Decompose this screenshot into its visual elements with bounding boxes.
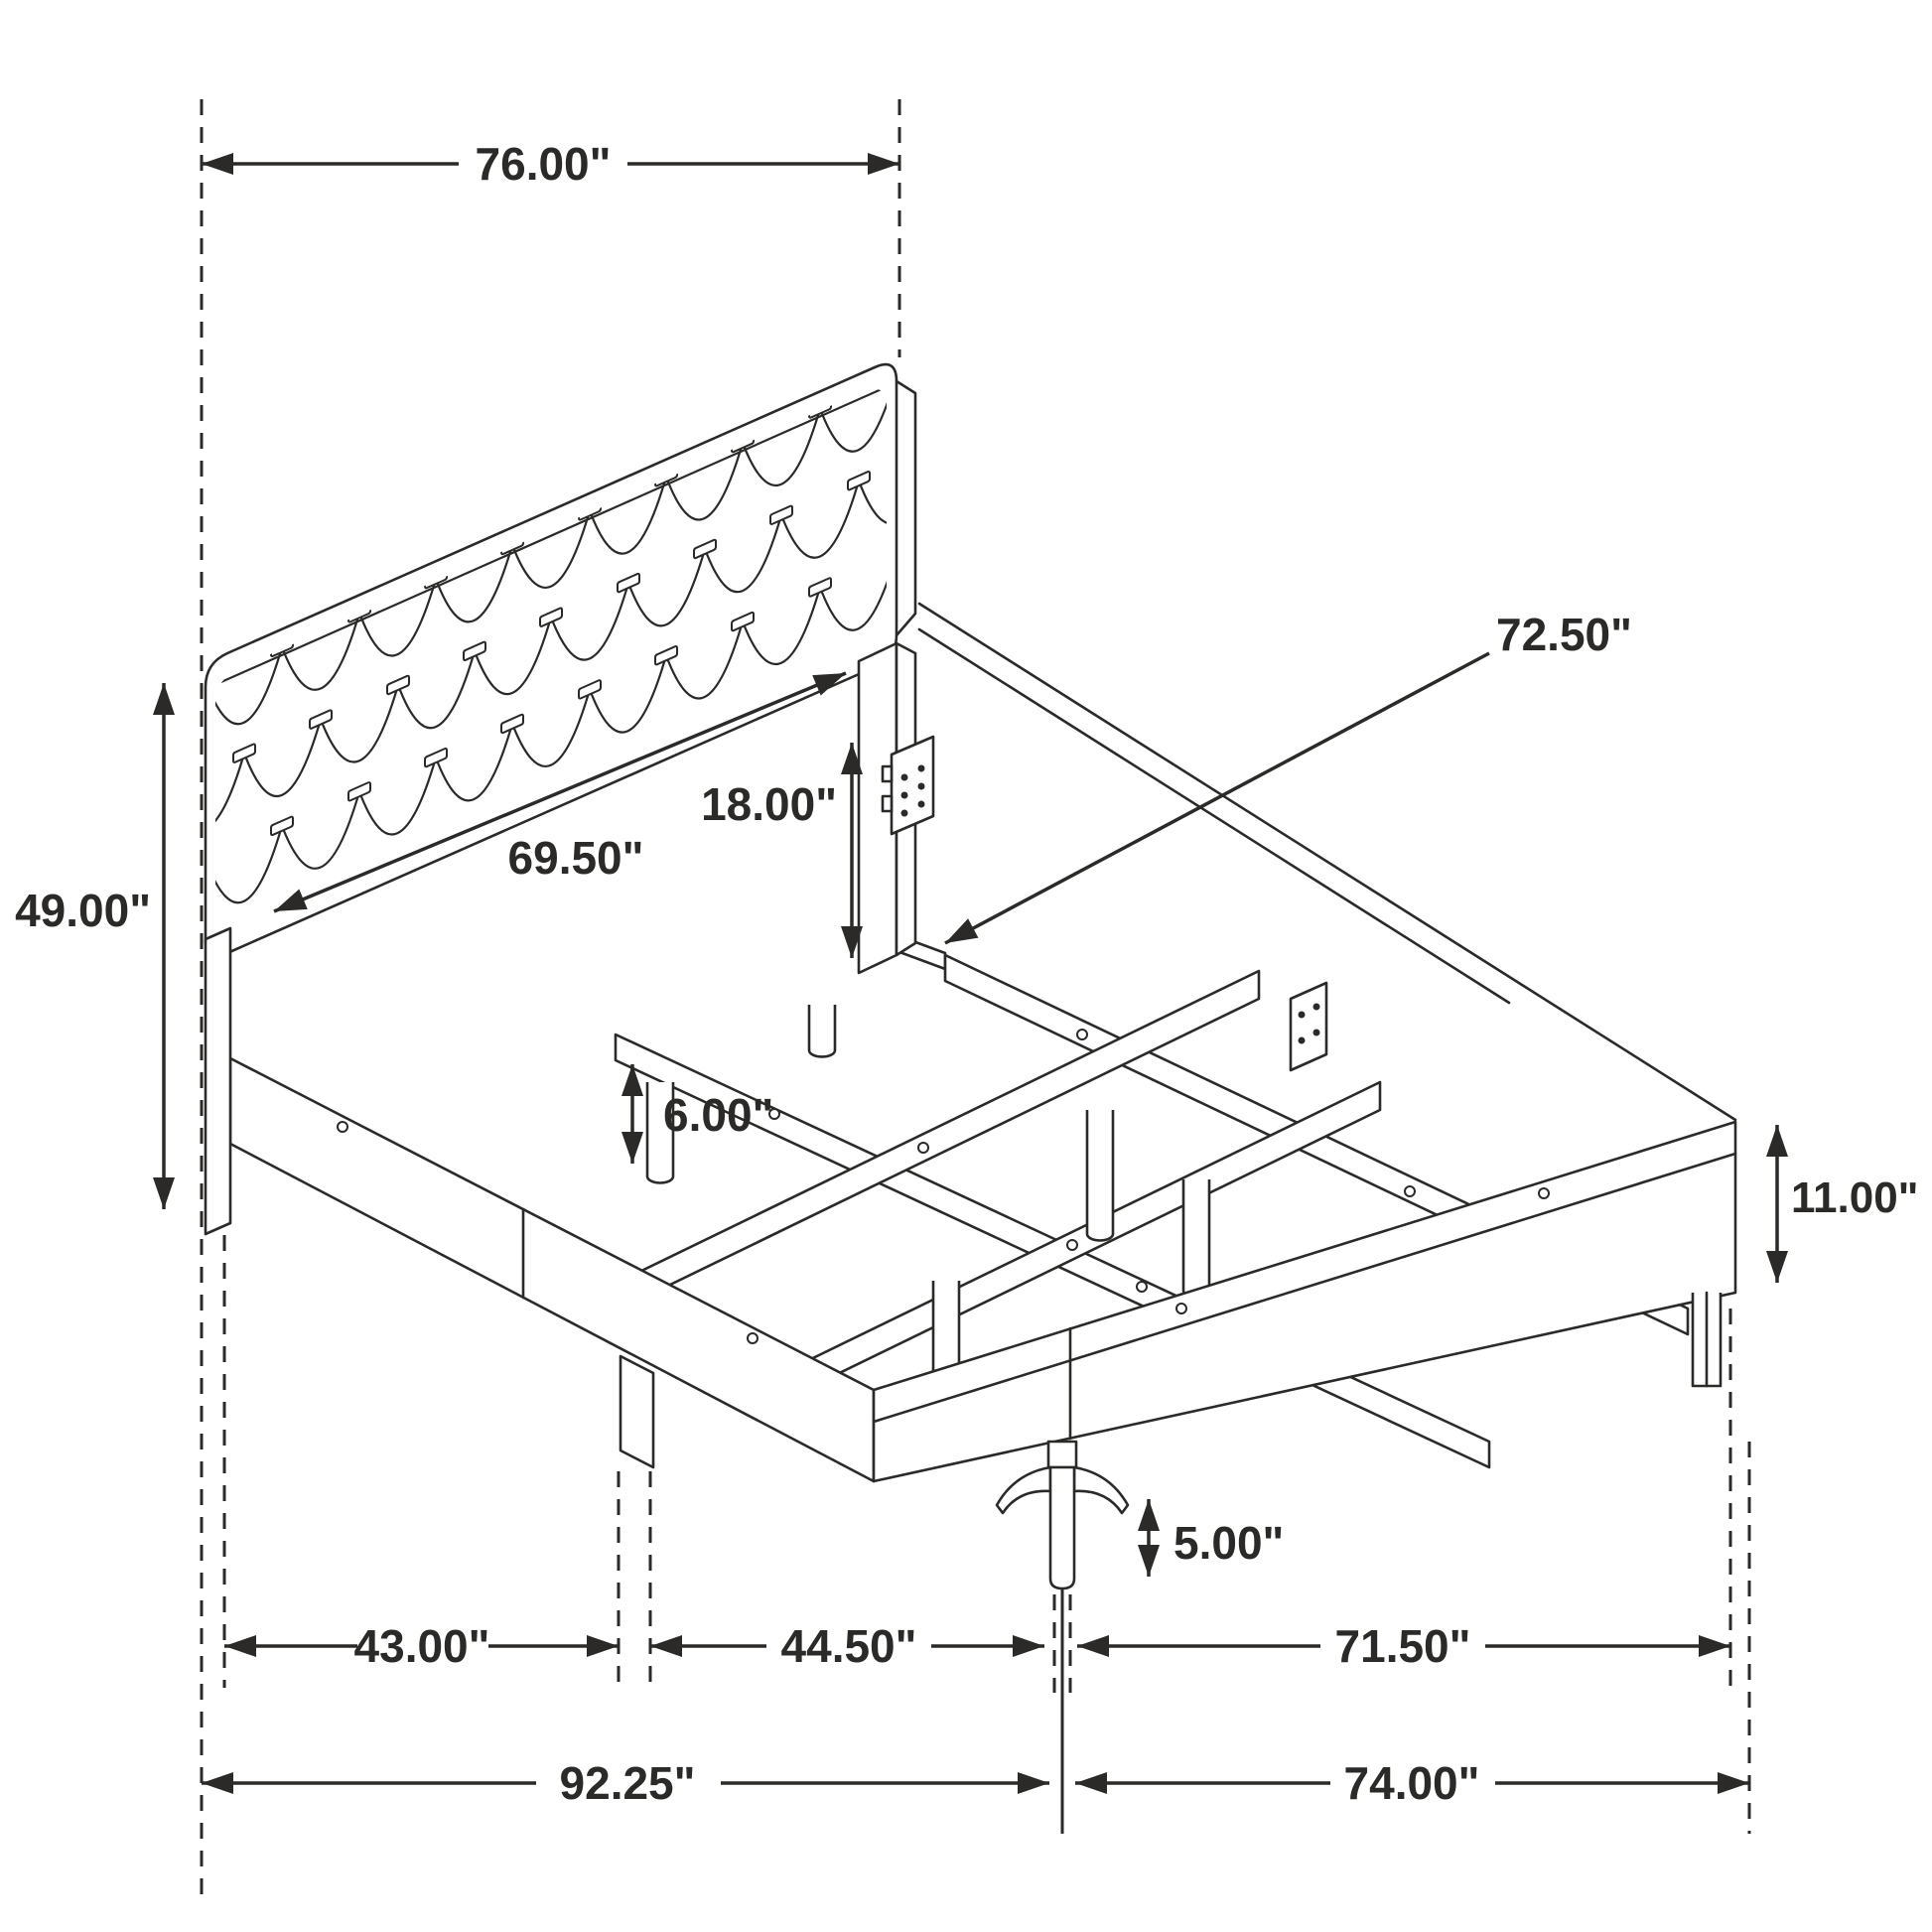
screw-hole [338,1122,347,1132]
box-support-leg [621,1356,653,1467]
dim-tufted-panel-width-label: 69.50" [507,832,644,884]
screw-hole [1405,1186,1415,1196]
storage-box-front [874,1122,1735,1481]
dim-headboard-to-support [224,1620,619,1672]
dim-headboard-width [202,138,899,190]
dim-headboard-panel-drop [701,743,852,958]
dim-front-leg-height [1149,1499,1284,1577]
dim-front-leg-to-foot-label: 71.50" [1334,1620,1471,1672]
screw-hole [1137,1282,1147,1292]
dim-overall-length [202,1757,1049,1809]
dim-center-leg-height-label: 6.00" [663,1089,774,1141]
screw-hole [1539,1188,1549,1198]
support-leg-cylinder [809,1005,835,1056]
dim-support-to-front-leg [650,1620,1044,1672]
flared-front-leg [997,1442,1128,1588]
dim-overall-width [1075,1757,1749,1809]
dim-slat-rail-length-label: 72.50" [1496,609,1632,660]
dim-front-leg-height-label: 5.00" [1173,1517,1285,1569]
dim-side-rail-height-label: 11.00" [1791,1173,1919,1222]
dim-support-to-front-leg-label: 44.50" [780,1620,917,1672]
dim-front-leg-to-foot [1077,1620,1730,1672]
dim-headboard-width-label: 76.00" [475,138,612,190]
screw-hole [1067,1240,1077,1250]
support-leg-cylinder [1183,1179,1209,1298]
support-leg-cylinder [1087,1110,1113,1241]
dim-headboard-panel-drop-label: 18.00" [701,778,837,830]
dim-overall-length-label: 92.25" [559,1757,696,1809]
dim-side-rail-height [1777,1125,1919,1283]
dim-headboard-to-support-label: 43.00" [353,1620,490,1672]
headboard-leg-left [206,928,230,1234]
screw-hole [918,1143,928,1153]
dim-overall-width-label: 74.00" [1343,1757,1480,1809]
bracket-plate-rail [1291,983,1326,1070]
dim-headboard-height [15,683,164,1209]
screw-hole [748,1333,758,1343]
dim-slat-rail-length [945,609,1632,943]
screw-hole [1077,1030,1087,1039]
dim-headboard-height-label: 49.00" [15,885,151,936]
bed-drawing [167,352,1735,1588]
headboard-right-side-face [897,381,915,635]
screw-hole [1176,1304,1186,1313]
